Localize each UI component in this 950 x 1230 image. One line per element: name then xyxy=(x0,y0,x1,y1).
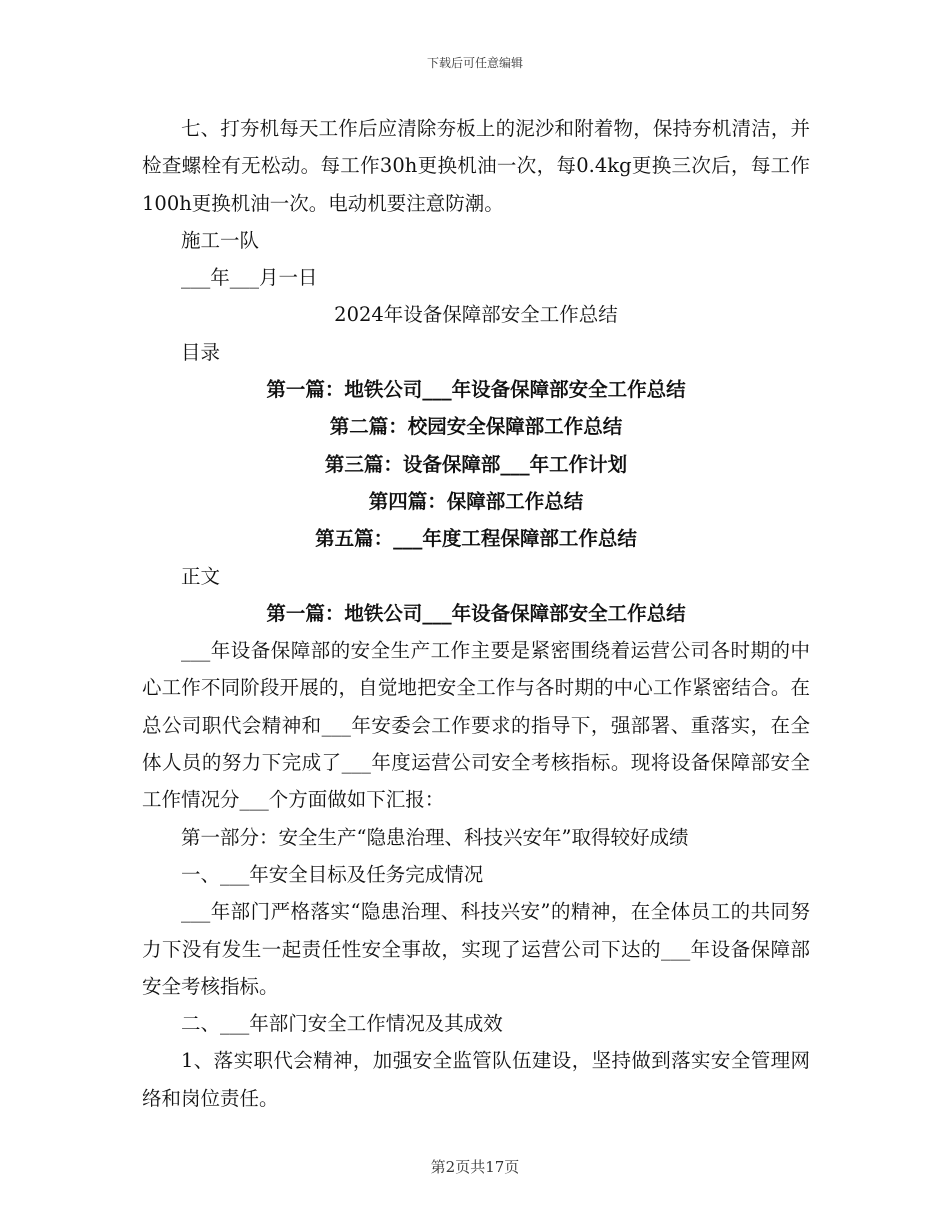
page-header-note: 下载后可任意编辑 xyxy=(426,56,523,70)
paragraph-machine-maintenance: 七、打夯机每天工作后应清除夯板上的泥沙和附着物，保持夯机清洁，并检查螺栓有无松动。每工作30h更换机油一次，每0.4kg更换三次后，每工作100h更换机油一次。电动机要注意防潮。 xyxy=(142,117,810,215)
section-heading-2: 二、___年部门安全工作情况及其成效 xyxy=(181,1012,503,1036)
document-body xyxy=(142,110,810,1117)
toc-heading: 目录 xyxy=(181,340,221,364)
paragraph-targets: ___年部门严格落实“隐患治理、科技兴安”的精神，在全体员工的共同努力下没有发生一起责任性安全事故，实现了运营公司下达的___年设备保障部安全考核指标。 xyxy=(142,900,810,998)
chapter-title: 第一篇：地铁公司___年设备保障部安全工作总结 xyxy=(266,601,686,625)
toc-item-4: 第四篇：保障部工作总结 xyxy=(368,489,584,513)
toc-item-3: 第三篇：设备保障部___年工作计划 xyxy=(324,452,628,476)
paragraph-intro: ___年设备保障部的安全生产工作主要是紧密围绕着运营公司各时期的中心工作不同阶段开展的，自觉地把安全工作与各时期的中心工作紧密结合。在总公司职代会精神和___年安委会工作要求的指导下，强部署、重落实，在全体人员的努力下完成了___年度运营公司安全考核指标。现将设备保障部安全工作情况分___个方面做如下汇报： xyxy=(142,639,810,812)
signature-date: ___年___月一日 xyxy=(181,266,318,290)
page-footer-number: 第2页共17页 xyxy=(430,1158,520,1176)
signature-team: 施工一队 xyxy=(181,228,260,252)
document-title: 2024年设备保障部安全工作总结 xyxy=(334,303,618,327)
section-heading-1: 一、___年安全目标及任务完成情况 xyxy=(181,862,484,886)
toc-item-2: 第二篇：校园安全保障部工作总结 xyxy=(329,415,623,439)
main-heading: 正文 xyxy=(181,564,221,588)
paragraph-item-1: 1、落实职代会精神，加强安全监管队伍建设，坚持做到落实安全管理网络和岗位责任。 xyxy=(142,1049,810,1110)
toc-item-1: 第一篇：地铁公司___年设备保障部安全工作总结 xyxy=(266,378,686,402)
part-heading: 第一部分：安全生产“隐患治理、科技兴安年”取得较好成绩 xyxy=(181,825,689,849)
toc-item-5: 第五篇：___年度工程保障部工作总结 xyxy=(315,527,637,551)
